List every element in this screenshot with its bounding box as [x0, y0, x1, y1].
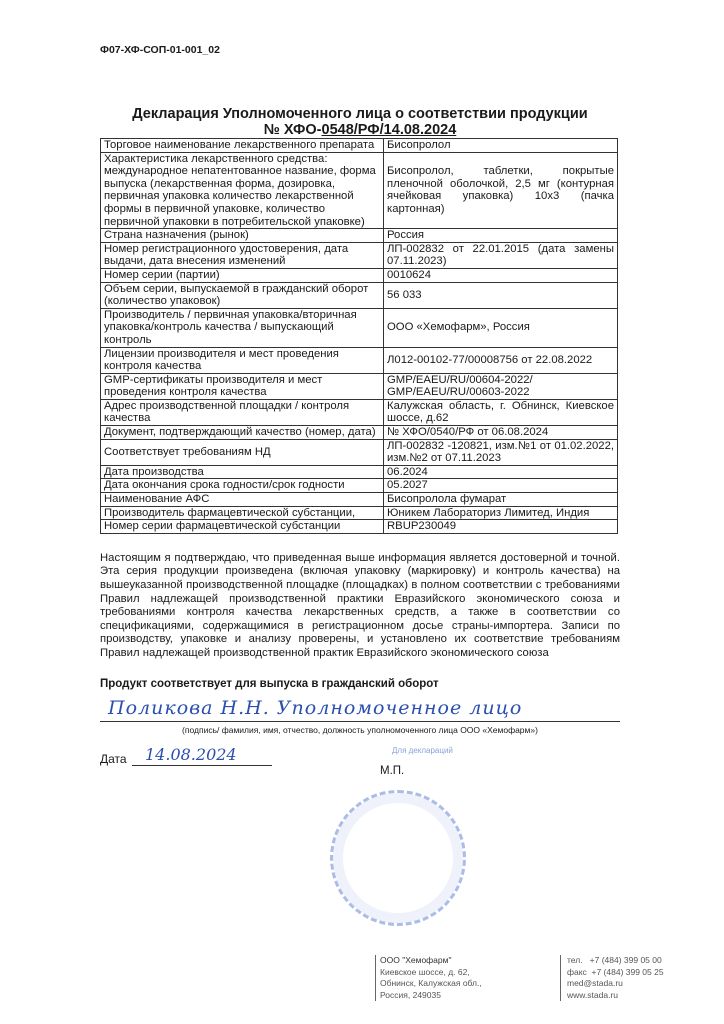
declaration-table	[100, 138, 618, 534]
row-label: Лицензии производителя и мест проведения контроля качества	[101, 347, 384, 373]
row-value: Бисопролол	[384, 139, 618, 153]
row-label: GMP-сертификаты производителя и мест проведения контроля качества	[101, 373, 384, 399]
row-value: Бисопролола фумарат	[384, 493, 618, 507]
table-row	[101, 479, 618, 493]
row-label: Адрес производственной площадки / контроля качества	[101, 399, 384, 425]
table-row	[101, 399, 618, 425]
row-value: Л012-00102-77/00008756 от 22.08.2022	[384, 347, 618, 373]
row-value: RBUP230049	[384, 520, 618, 534]
row-label: Дата производства	[101, 465, 384, 479]
stamp-label: М.П.	[380, 764, 405, 777]
row-value: Юникем Лабораториз Лимитед, Индия	[384, 506, 618, 520]
table-row	[101, 373, 618, 399]
footer-address-1: Киевское шоссе, д. 62,	[380, 966, 470, 977]
table-row	[101, 506, 618, 520]
row-label: Производитель / первичная упаковка/вторичная упаковка/контроль качества / выпускающий контроль	[101, 308, 384, 347]
row-label: Наименование АФС	[101, 493, 384, 507]
footer-company: ООО "Хемофарм"	[380, 955, 452, 965]
table-row	[101, 152, 618, 229]
table-row	[101, 139, 618, 153]
table-row	[101, 493, 618, 507]
date-label: Дата	[100, 751, 127, 766]
row-label: Страна назначения (рынок)	[101, 229, 384, 243]
row-value: 05.2027	[384, 479, 618, 493]
row-value: 56 033	[384, 282, 618, 308]
table-row	[101, 268, 618, 282]
form-code: Ф07-ХФ-СОП-01-001_02	[100, 44, 220, 56]
stamp-seal	[330, 790, 466, 926]
row-value: ЛП-002832 от 22.01.2015 (дата замены 07.11.2023)	[384, 242, 618, 268]
title-line: Декларация Уполномоченного лица о соответствии продукции	[132, 106, 588, 122]
document-title	[100, 106, 620, 138]
row-value: № ХФО/0540/РФ от 06.08.2024	[384, 426, 618, 440]
signature: Поликова Н.Н. Уполномоченное лицо	[108, 696, 523, 719]
number-value: 0548/РФ/14.08.2024	[321, 122, 457, 138]
number-prefix: № ХФО-	[263, 122, 322, 138]
footer-fax: факс +7 (484) 399 05 25	[567, 966, 664, 977]
declaration-number	[100, 122, 620, 138]
footer-tel: тел. +7 (484) 399 05 00	[567, 955, 662, 965]
date-line	[132, 765, 272, 766]
row-label: Торговое наименование лекарственного препарата	[101, 139, 384, 153]
row-value: Бисопролол, таблетки, покрытые пленочной оболочкой, 2,5 мг (контурная ячейковая упаковка) 10х3 (пачка картонная)	[384, 152, 618, 229]
row-label: Дата окончания срока годности/срок годности	[101, 479, 384, 493]
row-label: Производитель фармацевтической субстанции,	[101, 506, 384, 520]
footer-web[interactable]: www.stada.ru	[567, 989, 619, 1000]
row-value: GMP/EAEU/RU/00604-2022/ GMP/EAEU/RU/00603-2022	[384, 373, 618, 399]
row-label: Номер серии (партии)	[101, 268, 384, 282]
table-row	[101, 242, 618, 268]
row-label: Соответствует требованиям НД	[101, 439, 384, 465]
document-body	[100, 138, 620, 786]
date-value: 14.08.2024	[145, 744, 237, 764]
table-row	[101, 347, 618, 373]
footer-address	[375, 955, 482, 1001]
table-row	[101, 465, 618, 479]
footer-contacts	[560, 955, 664, 1001]
row-label: Номер регистрационного удостоверения, дата выдачи, дата внесения изменений	[101, 242, 384, 268]
row-value: ЛП-002832 -120821, изм.№1 от 01.02.2022, изм.№2 от 07.11.2023	[384, 439, 618, 465]
table-row	[101, 282, 618, 308]
signature-caption: (подпись/ фамилия, имя, отчество, должность уполномоченного лица ООО «Хемофарм»)	[182, 724, 538, 735]
signature-line	[100, 695, 620, 722]
table-row	[101, 520, 618, 534]
row-label: Документ, подтверждающий качество (номер, дата)	[101, 426, 384, 440]
row-value: Калужская область, г. Обнинск, Киевское шоссе, д.62	[384, 399, 618, 425]
footer-address-3: Россия, 249035	[380, 989, 441, 1000]
release-statement: Продукт соответствует для выпуска в гражданский оборот	[100, 677, 439, 690]
footer-address-2: Обнинск, Калужская обл.,	[380, 978, 482, 988]
table-row	[101, 308, 618, 347]
row-value: 06.2024	[384, 465, 618, 479]
row-value: ООО «Хемофарм», Россия	[384, 308, 618, 347]
footer-email[interactable]: med@stada.ru	[567, 978, 623, 988]
row-label: Объем серии, выпускаемой в гражданский оборот (количество упаковок)	[101, 282, 384, 308]
row-value: Россия	[384, 229, 618, 243]
row-value: 0010624	[384, 268, 618, 282]
confirmation-statement: Настоящим я подтверждаю, что приведенная выше информация является достоверной и точной. Эта серия продукции произведена (включая упаковку (маркировку) и контроль качества) на вышеуказанной производственной площадке (площадках) в полном соответствии с требованиями Правил надлежащей производственной практики Евразийского экономического союза и требованиями контроля качества лекарственных средств, а также в соответствии со спецификациями, содержащимися в регистрационном досье страны-импортера. Записи по производству, упаковке и анализу проверены, и установлено их соответствие требованиям Правил надлежащей производственной практик Евразийского экономического союза	[100, 551, 620, 659]
row-label: Номер серии фармацевтической субстанции	[101, 520, 384, 534]
table-row	[101, 439, 618, 465]
table-row	[101, 426, 618, 440]
table-row	[101, 229, 618, 243]
stamp-text: Для деклараций	[392, 745, 453, 755]
row-label: Характеристика лекарственного средства: международное непатентованное название, форма выпуска (лекарственная форма, дозировка, первичная упаковка количество лекарственной формы в первичной упаковке, количество первичной упаковки в потребительской упаковке)	[101, 152, 384, 229]
date-row	[100, 746, 620, 786]
